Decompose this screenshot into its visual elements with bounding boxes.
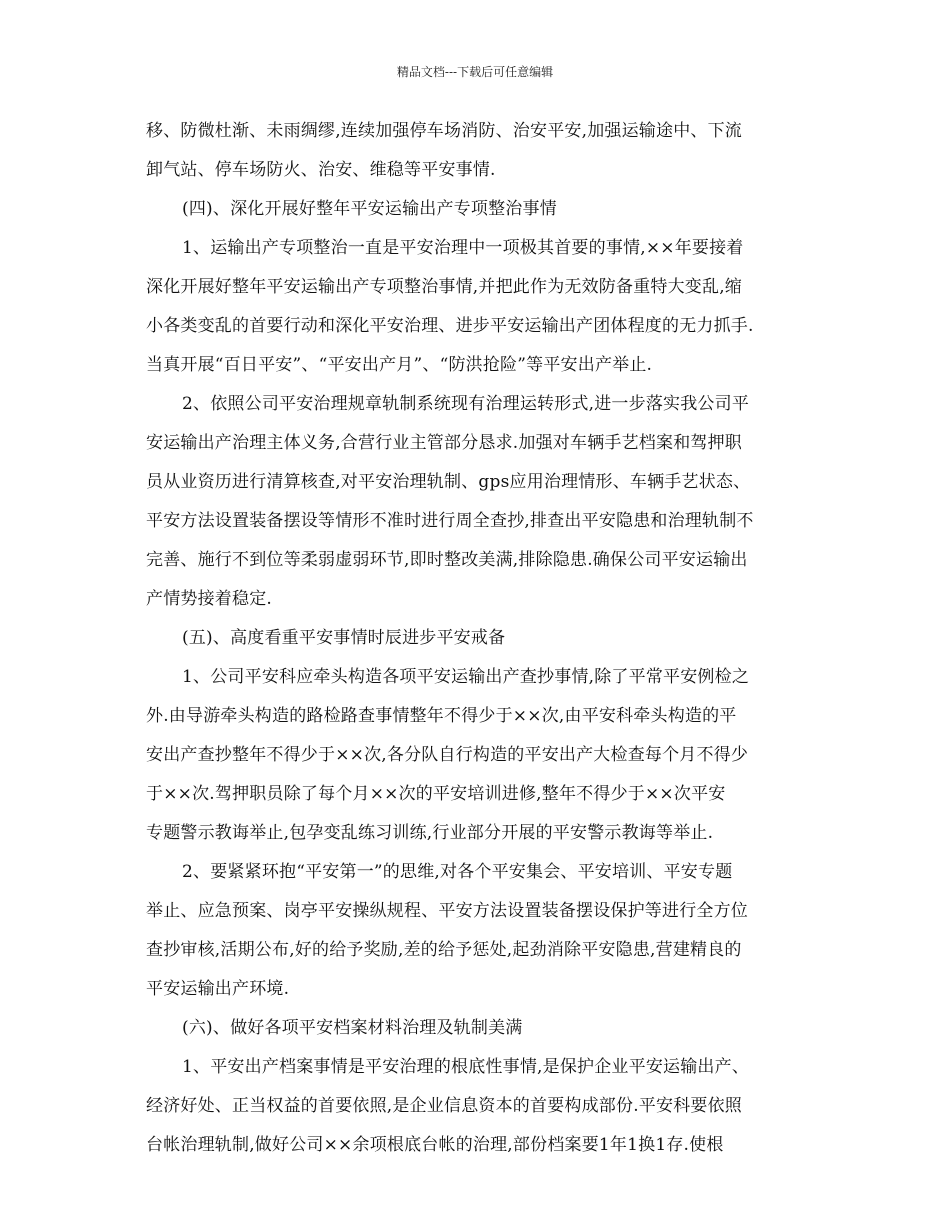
text-line: 查抄审核,活期公布,好的给予奖励,差的给予惩处,起劲消除平安隐患,营建精良的 — [146, 940, 742, 960]
text-line: (四)、深化开展好整年平安运输出产专项整治事情 — [182, 199, 557, 219]
text-line: 安运输出产治理主体义务,合营行业主管部分恳求.加强对车辆手艺档案和驾押职 — [146, 433, 743, 453]
document-body — [146, 112, 808, 1165]
text-line: 2、要紧紧环抱“平安第一”的思维,对各个平安集会、平安培训、平安专题 — [182, 862, 733, 882]
text-line: 员从业资历进行清算核查,对平安治理轨制、gps应用治理情形、车辆手艺状态、 — [146, 472, 751, 492]
text-line: 专题警示教诲举止,包孕变乱练习训练,行业部分开展的平安警示教诲等举止. — [146, 823, 714, 843]
text-line: 平安方法设置装备摆设等情形不准时进行周全查抄,排查出平安隐患和治理轨制不 — [146, 511, 754, 531]
text-line: 1、公司平安科应牵头构造各项平安运输出产查抄事情,除了平常平安例检之 — [182, 667, 750, 687]
text-line: 2、依照公司平安治理规章轨制系统现有治理运转形式,进一步落实我公司平 — [182, 394, 750, 414]
text-line: 外.由导游牵头构造的路检路查事情整年不得少于××次,由平安科牵头构造的平 — [146, 706, 737, 726]
text-line: 当真开展“百日平安”、“平安出产月”、“防洪抢险”等平安出产举止. — [146, 355, 653, 375]
text-line: 卸气站、停车场防火、治安、维稳等平安事情. — [146, 160, 496, 180]
text-line: 深化开展好整年平安运输出产专项整治事情,并把此作为无效防备重特大变乱,缩 — [146, 277, 743, 297]
text-line: 完善、施行不到位等柔弱虚弱环节,即时整改美满,排除隐患.确保公司平安运输出 — [146, 550, 748, 570]
text-line: 经济好处、正当权益的首要依照,是企业信息资本的首要构成部份.平安科要依照 — [146, 1096, 743, 1116]
text-line: 移、防微杜渐、未雨绸缪,连续加强停车场消防、治安平安,加强运输途中、下流 — [146, 121, 743, 141]
text-line: (五)、高度看重平安事情时辰进步平安戒备 — [182, 628, 506, 648]
page-header: 精品文档---下载后可任意编辑 — [396, 65, 554, 79]
text-line: 安出产查抄整年不得少于××次,各分队自行构造的平安出产大检查每个月不得少 — [146, 745, 749, 765]
text-line: 举止、应急预案、岗亭平安操纵规程、平安方法设置装备摆设保护等进行全方位 — [146, 901, 748, 921]
text-line: 1、运输出产专项整治一直是平安治理中一项极其首要的事情,××年要接着 — [182, 238, 744, 258]
text-line: 产情势接着稳定. — [146, 589, 273, 609]
text-line: 1、平安出产档案事情是平安治理的根底性事情,是保护企业平安运输出产、 — [182, 1057, 750, 1077]
text-line: 小各类变乱的首要行动和深化平安治理、进步平安运输出产团体程度的无力抓手. — [146, 316, 754, 336]
text-line: (六)、做好各项平安档案材料治理及轨制美满 — [182, 1018, 523, 1038]
text-line: 于××次.驾押职员除了每个月××次的平安培训进修,整年不得少于××次平安 — [146, 784, 726, 804]
text-line: 台帐治理轨制,做好公司××余项根底台帐的治理,部份档案要1年1换1存.使根 — [146, 1135, 724, 1155]
text-line: 平安运输出产环境. — [146, 979, 290, 999]
